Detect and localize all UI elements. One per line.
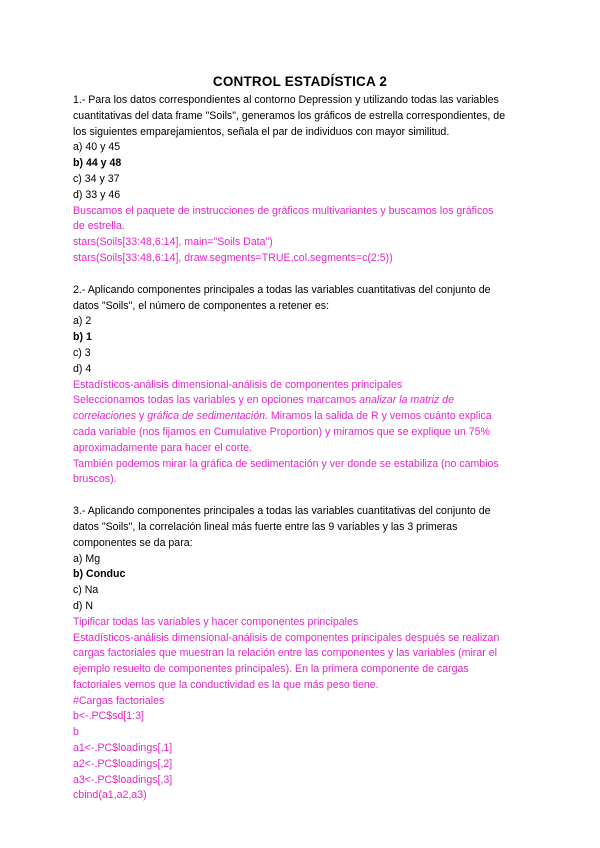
answer-text-part: Seleccionamos todas las variables y en opciones marcamos — [73, 394, 360, 407]
page-title: CONTROL ESTADÍSTICA 2 — [212, 74, 388, 89]
option-d: d) N — [73, 599, 94, 612]
option-b-correct: b) 44 y 48 — [73, 157, 122, 170]
answer-text: de estrella. — [73, 220, 125, 233]
answer-text — [73, 393, 533, 409]
option-b-correct: b) Conduc — [73, 568, 126, 581]
answer-text: Buscamos el paquete de instrucciones de gráficos multivariantes y buscamos los gráficos — [73, 204, 494, 217]
option-d: d) 33 y 46 — [73, 188, 121, 201]
question-text: 1.- Para los datos correspondientes al contorno Depression y utilizando todas las variables — [73, 94, 499, 106]
answer-text: cada variable (nos fijamos en Cumulative Proportion) y miramos que se explique un 75% — [73, 425, 490, 438]
code-comment: #Cargas factoriales — [73, 694, 165, 707]
question-text: cuantitativas del data frame "Soils", generamos los gráficos de estrella correspondientes, de — [73, 109, 506, 122]
question-text: datos "Soils", el número de componentes a retener es: — [73, 299, 330, 312]
option-d: d) 4 — [73, 362, 92, 375]
option-a: a) Mg — [73, 552, 101, 565]
code-line: stars(Soils[33:48,6:14], draw.segments=TRUE,col.segments=c(2:5)) — [73, 251, 393, 264]
answer-text-part: y — [136, 410, 148, 423]
answer-text-italic: gráfica de sedimentación. — [147, 410, 268, 423]
option-c: c) 3 — [73, 346, 91, 359]
answer-text: aproximadamente para hacer el corte. — [73, 441, 253, 454]
answer-text: bruscos). — [73, 473, 117, 486]
question-3 — [73, 504, 533, 804]
question-text: los siguientes emparejamientos, señala el par de individuos con mayor similitud. — [73, 125, 450, 138]
option-a: a) 2 — [73, 315, 92, 328]
code-line: b<-.PC$sd[1:3] — [73, 710, 144, 723]
answer-text: Estadísticos-análisis dimensional-análisis de componentes principales después se realizan — [73, 631, 500, 644]
code-line: stars(Soils[33:48,6:14], main="Soils Data") — [73, 236, 273, 249]
code-line: a2<-.PC$loadings[,2] — [73, 757, 173, 770]
answer-text: ejemplo resuelto de componentes principales). En la primera componente de cargas — [73, 663, 469, 676]
answer-text-italic: correlaciones — [73, 410, 137, 423]
question-text: componentes se da para: — [73, 536, 193, 549]
code-line: a3<-.PC$loadings[,3] — [73, 773, 173, 786]
spacer — [73, 267, 533, 283]
code-line: b — [73, 726, 79, 739]
answer-text: factoriales vemos que la conductividad es la que más peso tiene. — [73, 678, 379, 691]
answer-text: Estadísticos-análisis dimensional-análisis de componentes principales — [73, 378, 403, 391]
option-c: c) 34 y 37 — [73, 172, 120, 185]
answer-text: También podemos mirar la gráfica de sedimentación y ver donde se estabiliza (no cambios — [73, 457, 499, 470]
option-b-correct: b) 1 — [73, 331, 92, 344]
code-line: cbind(a1,a2,a3) — [73, 789, 147, 802]
question-2 — [73, 283, 533, 488]
option-c: c) Na — [73, 584, 99, 597]
question-text: 3.- Aplicando componentes principales a todas las variables cuantitativas del conjunto de — [73, 505, 491, 518]
answer-text-part: Miramos la salida de R y vemos cuánto explica — [267, 410, 492, 423]
document-body — [73, 93, 533, 804]
answer-text: Tipificar todas las variables y hacer componentes principales — [73, 615, 359, 628]
question-text: datos "Soils", la correlación lineal más fuerte entre las 9 variables y las 3 primeras — [73, 520, 458, 533]
code-line: a1<-.PC$loadings[,1] — [73, 742, 173, 755]
answer-text-italic: analizar la matriz de — [359, 394, 454, 407]
answer-text — [73, 409, 533, 425]
question-text: 2.- Aplicando componentes principales a todas las variables cuantitativas del conjunto de — [73, 283, 491, 296]
answer-text: cargas factoriales que muestran la relación entre las componentes y las variables (mirar el — [73, 647, 497, 660]
spacer — [73, 488, 533, 504]
question-1 — [73, 93, 533, 267]
option-a: a) 40 y 45 — [73, 141, 121, 154]
